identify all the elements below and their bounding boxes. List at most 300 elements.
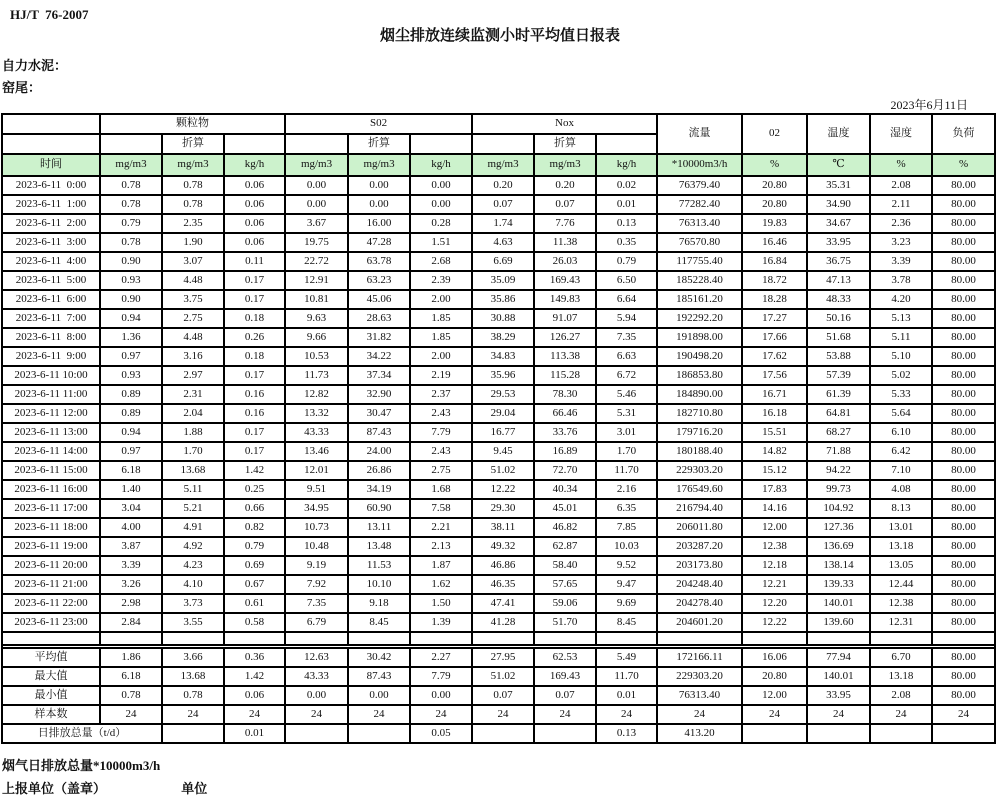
table-cell: 9.19 (285, 556, 348, 575)
table-cell: 206011.80 (657, 518, 742, 537)
table-cell: 5.21 (162, 499, 224, 518)
table-cell: 413.20 (657, 724, 742, 743)
table-cell: 34.90 (807, 195, 870, 214)
table-cell: 0.00 (410, 195, 472, 214)
table-cell: 24 (870, 705, 932, 724)
table-cell: 186853.80 (657, 366, 742, 385)
empty-row (2, 632, 995, 645)
table-cell: 91.07 (534, 309, 596, 328)
table-cell: 35.86 (472, 290, 534, 309)
table-cell: 12.91 (285, 271, 348, 290)
table-cell: 72.70 (534, 461, 596, 480)
table-cell (870, 724, 932, 743)
table-cell: 12.38 (870, 594, 932, 613)
table-cell: 30.88 (472, 309, 534, 328)
table-cell: 12.20 (742, 594, 807, 613)
blank-cell (224, 134, 285, 154)
table-cell: 2023-6-11 12:00 (2, 404, 100, 423)
table-cell: 169.43 (534, 271, 596, 290)
table-cell: 2023-6-11 10:00 (2, 366, 100, 385)
table-cell: 12.22 (742, 613, 807, 632)
unit-cell: *10000m3/h (657, 154, 742, 176)
table-cell: 0.89 (100, 404, 162, 423)
blank-cell (596, 134, 657, 154)
table-cell (348, 632, 410, 645)
table-cell: 0.25 (224, 480, 285, 499)
table-cell: 138.14 (807, 556, 870, 575)
table-cell: 51.70 (534, 613, 596, 632)
table-cell: 2023-6-11 4:00 (2, 252, 100, 271)
table-cell: 0.17 (224, 271, 285, 290)
table-cell: 1.36 (100, 328, 162, 347)
location-name: 窑尾： (2, 80, 42, 95)
table-cell: 2.08 (870, 176, 932, 195)
table-cell: 2.75 (162, 309, 224, 328)
table-cell: 2.35 (162, 214, 224, 233)
table-cell: 0.02 (596, 176, 657, 195)
summary-row (2, 705, 995, 724)
table-cell: 9.47 (596, 575, 657, 594)
table-cell: 80.00 (932, 461, 995, 480)
report-date: 2023年6月11日 (890, 98, 968, 112)
table-cell: 2023-6-11 15:00 (2, 461, 100, 480)
table-cell: 0.78 (100, 176, 162, 195)
table-cell: 0.07 (534, 195, 596, 214)
table-cell: 0.20 (472, 176, 534, 195)
table-cell: 18.72 (742, 271, 807, 290)
table-row (2, 328, 995, 347)
table-cell: 2023-6-11 18:00 (2, 518, 100, 537)
table-cell: 2.21 (410, 518, 472, 537)
table-cell: 3.55 (162, 613, 224, 632)
table-cell: 4.63 (472, 233, 534, 252)
table-cell: 190498.20 (657, 347, 742, 366)
table-cell: 104.92 (807, 499, 870, 518)
col-header-time: 时间 (2, 154, 100, 176)
table-cell: 2023-6-11 11:00 (2, 385, 100, 404)
table-cell: 10.81 (285, 290, 348, 309)
table-cell: 0.01 (596, 686, 657, 705)
table-cell: 3.39 (870, 252, 932, 271)
table-cell: 80.00 (932, 686, 995, 705)
col-subheader-converted: 折算 (534, 134, 596, 154)
standard-code: HJ/T 76-2007 (10, 7, 89, 22)
table-cell: 16.18 (742, 404, 807, 423)
table-cell: 20.80 (742, 176, 807, 195)
table-cell: 3.26 (100, 575, 162, 594)
table-cell: 2023-6-11 3:00 (2, 233, 100, 252)
table-cell: 3.23 (870, 233, 932, 252)
table-cell: 2.27 (410, 648, 472, 667)
table-cell (534, 724, 596, 743)
table-cell: 17.66 (742, 328, 807, 347)
table-cell: 1.70 (162, 442, 224, 461)
table-cell: 2.00 (410, 347, 472, 366)
table-cell: 80.00 (932, 176, 995, 195)
table-cell: 24 (162, 705, 224, 724)
table-cell: 2.13 (410, 537, 472, 556)
table-cell: 13.68 (162, 667, 224, 686)
table-cell: 17.56 (742, 366, 807, 385)
table-cell: 2.19 (410, 366, 472, 385)
table-cell: 172166.11 (657, 648, 742, 667)
table-cell: 80.00 (932, 309, 995, 328)
blank-cell (472, 134, 534, 154)
table-cell: 0.78 (100, 686, 162, 705)
table-cell: 31.82 (348, 328, 410, 347)
unit-cell: mg/m3 (534, 154, 596, 176)
table-cell: 0.97 (100, 442, 162, 461)
table-cell: 192292.20 (657, 309, 742, 328)
unit-cell: ℃ (807, 154, 870, 176)
flow-total-note: 烟气日排放总量*10000m3/h (2, 758, 161, 773)
col-header-temp: 温度 (807, 114, 870, 154)
table-cell: 76313.40 (657, 214, 742, 233)
table-cell: 24 (472, 705, 534, 724)
table-cell: 80.00 (932, 442, 995, 461)
table-cell: 80.00 (932, 575, 995, 594)
table-cell: 62.53 (534, 648, 596, 667)
table-cell: 2.39 (410, 271, 472, 290)
table-cell: 99.73 (807, 480, 870, 499)
table-cell: 2023-6-11 2:00 (2, 214, 100, 233)
table-row (2, 385, 995, 404)
table-cell: 0.66 (224, 499, 285, 518)
table-cell: 最大值 (2, 667, 100, 686)
table-cell: 1.51 (410, 233, 472, 252)
table-cell: 10.10 (348, 575, 410, 594)
table-cell: 26.03 (534, 252, 596, 271)
table-cell: 0.00 (410, 176, 472, 195)
table-cell: 0.07 (472, 195, 534, 214)
table-cell: 204248.40 (657, 575, 742, 594)
table-cell: 29.30 (472, 499, 534, 518)
table-cell: 1.85 (410, 328, 472, 347)
table-cell: 59.06 (534, 594, 596, 613)
blank-cell (285, 134, 348, 154)
table-cell: 2.75 (410, 461, 472, 480)
table-cell: 4.91 (162, 518, 224, 537)
table-cell: 22.72 (285, 252, 348, 271)
table-cell: 11.73 (285, 366, 348, 385)
table-cell: 0.94 (100, 309, 162, 328)
table-cell: 71.88 (807, 442, 870, 461)
table-cell: 140.01 (807, 594, 870, 613)
table-cell: 51.68 (807, 328, 870, 347)
table-cell (2, 632, 100, 645)
table-cell: 1.40 (100, 480, 162, 499)
table-cell: 80.00 (932, 480, 995, 499)
table-cell: 43.33 (285, 423, 348, 442)
table-cell: 20.80 (742, 195, 807, 214)
table-cell: 45.01 (534, 499, 596, 518)
table-cell: 0.78 (162, 176, 224, 195)
monitoring-table (1, 113, 996, 744)
table-cell: 24 (807, 705, 870, 724)
table-cell: 3.73 (162, 594, 224, 613)
table-cell (534, 632, 596, 645)
col-header-flow: 流量 (657, 114, 742, 154)
table-cell: 34.22 (348, 347, 410, 366)
table-cell: 0.01 (224, 724, 285, 743)
table-cell: 24 (534, 705, 596, 724)
table-row (2, 518, 995, 537)
table-cell: 4.48 (162, 271, 224, 290)
table-cell: 10.03 (596, 537, 657, 556)
table-cell: 1.62 (410, 575, 472, 594)
table-cell (742, 632, 807, 645)
table-cell: 1.90 (162, 233, 224, 252)
table-cell: 3.07 (162, 252, 224, 271)
table-cell: 60.90 (348, 499, 410, 518)
table-cell: 229303.20 (657, 461, 742, 480)
table-cell: 46.35 (472, 575, 534, 594)
table-cell: 77282.40 (657, 195, 742, 214)
table-cell: 13.18 (870, 537, 932, 556)
table-cell: 2.16 (596, 480, 657, 499)
table-cell: 34.67 (807, 214, 870, 233)
table-cell: 34.95 (285, 499, 348, 518)
table-cell: 16.77 (472, 423, 534, 442)
table-cell: 5.64 (870, 404, 932, 423)
table-cell: 0.90 (100, 252, 162, 271)
table-cell: 53.88 (807, 347, 870, 366)
table-cell: 149.83 (534, 290, 596, 309)
table-cell: 0.05 (410, 724, 472, 743)
table-cell: 29.04 (472, 404, 534, 423)
table-cell: 9.52 (596, 556, 657, 575)
table-cell: 0.17 (224, 442, 285, 461)
table-cell: 36.75 (807, 252, 870, 271)
table-row (2, 309, 995, 328)
table-cell (807, 724, 870, 743)
table-cell: 0.00 (285, 195, 348, 214)
table-cell: 3.16 (162, 347, 224, 366)
table-cell: 1.85 (410, 309, 472, 328)
table-cell: 2023-6-11 6:00 (2, 290, 100, 309)
table-row (2, 195, 995, 214)
table-cell: 46.82 (534, 518, 596, 537)
table-cell: 17.83 (742, 480, 807, 499)
table-cell: 0.06 (224, 195, 285, 214)
table-cell: 47.41 (472, 594, 534, 613)
table-cell: 28.63 (348, 309, 410, 328)
table-row (2, 252, 995, 271)
table-cell: 6.42 (870, 442, 932, 461)
table-cell: 日排放总量（t/d） (2, 724, 162, 743)
table-cell: 41.28 (472, 613, 534, 632)
table-cell: 63.78 (348, 252, 410, 271)
table-cell: 57.65 (534, 575, 596, 594)
table-cell: 26.86 (348, 461, 410, 480)
table-cell: 13.01 (870, 518, 932, 537)
table-cell: 0.16 (224, 404, 285, 423)
blank-cell (100, 134, 162, 154)
table-cell: 2.68 (410, 252, 472, 271)
table-cell: 80.00 (932, 366, 995, 385)
table-cell: 2.31 (162, 385, 224, 404)
table-cell: 6.79 (285, 613, 348, 632)
table-cell: 0.17 (224, 290, 285, 309)
table-cell: 179716.20 (657, 423, 742, 442)
table-cell (932, 632, 995, 645)
table-cell: 0.00 (410, 686, 472, 705)
table-cell: 24 (285, 705, 348, 724)
table-cell: 14.82 (742, 442, 807, 461)
table-cell: 2023-6-11 8:00 (2, 328, 100, 347)
table-cell: 80.00 (932, 556, 995, 575)
table-cell: 5.31 (596, 404, 657, 423)
table-cell: 229303.20 (657, 667, 742, 686)
table-cell: 180188.40 (657, 442, 742, 461)
summary-row (2, 648, 995, 667)
table-cell: 47.28 (348, 233, 410, 252)
table-cell: 204601.20 (657, 613, 742, 632)
table-cell: 57.39 (807, 366, 870, 385)
table-cell: 0.18 (224, 309, 285, 328)
table-cell: 4.00 (100, 518, 162, 537)
table-cell: 58.40 (534, 556, 596, 575)
table-cell: 50.16 (807, 309, 870, 328)
table-cell (472, 724, 534, 743)
table-cell: 7.85 (596, 518, 657, 537)
table-cell: 127.36 (807, 518, 870, 537)
table-cell: 185228.40 (657, 271, 742, 290)
table-cell: 13.68 (162, 461, 224, 480)
table-cell: 1.68 (410, 480, 472, 499)
table-cell: 0.35 (596, 233, 657, 252)
table-cell: 12.22 (472, 480, 534, 499)
table-cell: 0.82 (224, 518, 285, 537)
table-cell: 76313.40 (657, 686, 742, 705)
table-cell: 2.84 (100, 613, 162, 632)
table-cell: 203173.80 (657, 556, 742, 575)
table-cell: 0.01 (596, 195, 657, 214)
table-cell: 2023-6-11 0:00 (2, 176, 100, 195)
table-cell: 62.87 (534, 537, 596, 556)
table-cell: 4.20 (870, 290, 932, 309)
table-cell: 80.00 (932, 667, 995, 686)
table-cell: 34.83 (472, 347, 534, 366)
table-cell: 0.00 (285, 176, 348, 195)
table-cell (870, 632, 932, 645)
table-cell: 0.97 (100, 347, 162, 366)
table-cell: 1.42 (224, 461, 285, 480)
table-cell: 33.76 (534, 423, 596, 442)
table-cell: 3.75 (162, 290, 224, 309)
table-cell: 94.22 (807, 461, 870, 480)
table-cell: 45.06 (348, 290, 410, 309)
table-cell: 2023-6-11 14:00 (2, 442, 100, 461)
corner-cell (2, 114, 100, 134)
table-cell: 13.46 (285, 442, 348, 461)
table-body (2, 176, 995, 743)
table-row (2, 613, 995, 632)
table-cell: 6.63 (596, 347, 657, 366)
table-cell: 140.01 (807, 667, 870, 686)
table-row (2, 461, 995, 480)
table-cell: 0.00 (285, 686, 348, 705)
table-cell: 19.83 (742, 214, 807, 233)
table-cell: 184890.00 (657, 385, 742, 404)
table-cell: 185161.20 (657, 290, 742, 309)
table-cell (285, 724, 348, 743)
table-cell: 6.72 (596, 366, 657, 385)
table-cell: 3.01 (596, 423, 657, 442)
table-cell: 80.00 (932, 252, 995, 271)
daily-total-row (2, 724, 995, 743)
table-cell: 2023-6-11 7:00 (2, 309, 100, 328)
table-cell: 46.86 (472, 556, 534, 575)
table-cell: 18.28 (742, 290, 807, 309)
table-cell: 0.90 (100, 290, 162, 309)
table-cell: 2023-6-11 16:00 (2, 480, 100, 499)
table-cell: 2.00 (410, 290, 472, 309)
table-cell: 5.49 (596, 648, 657, 667)
table-cell: 16.84 (742, 252, 807, 271)
table-cell: 0.93 (100, 366, 162, 385)
table-cell: 7.35 (596, 328, 657, 347)
table-cell: 12.18 (742, 556, 807, 575)
table-cell: 13.32 (285, 404, 348, 423)
table-cell: 68.27 (807, 423, 870, 442)
table-cell: 2023-6-11 5:00 (2, 271, 100, 290)
table-row (2, 347, 995, 366)
table-cell: 20.80 (742, 667, 807, 686)
table-cell: 12.44 (870, 575, 932, 594)
table-cell: 16.46 (742, 233, 807, 252)
table-cell: 24 (224, 705, 285, 724)
table-cell: 0.79 (224, 537, 285, 556)
table-cell: 2.36 (870, 214, 932, 233)
table-cell: 19.75 (285, 233, 348, 252)
table-cell: 1.86 (100, 648, 162, 667)
table-cell: 76570.80 (657, 233, 742, 252)
table-cell: 8.45 (348, 613, 410, 632)
table-cell: 24 (348, 705, 410, 724)
table-cell: 40.34 (534, 480, 596, 499)
table-cell: 0.69 (224, 556, 285, 575)
col-header-humidity: 湿度 (870, 114, 932, 154)
table-row (2, 499, 995, 518)
table-cell: 2023-6-11 17:00 (2, 499, 100, 518)
unit-cell: % (870, 154, 932, 176)
table-cell: 5.33 (870, 385, 932, 404)
table-cell: 0.06 (224, 233, 285, 252)
table-row (2, 575, 995, 594)
table-cell: 216794.40 (657, 499, 742, 518)
table-cell: 35.09 (472, 271, 534, 290)
table-cell: 9.18 (348, 594, 410, 613)
table-cell: 80.00 (932, 385, 995, 404)
report-unit-label: 上报单位（盖章） (2, 781, 107, 796)
table-cell: 2023-6-11 1:00 (2, 195, 100, 214)
table-row (2, 480, 995, 499)
table-cell: 169.43 (534, 667, 596, 686)
table-cell: 7.58 (410, 499, 472, 518)
table-cell: 34.19 (348, 480, 410, 499)
table-cell: 2023-6-11 9:00 (2, 347, 100, 366)
table-cell: 1.88 (162, 423, 224, 442)
table-cell: 0.00 (348, 176, 410, 195)
table-cell: 2023-6-11 19:00 (2, 537, 100, 556)
table-cell (807, 632, 870, 645)
table-cell: 6.35 (596, 499, 657, 518)
table-cell (100, 632, 162, 645)
table-row (2, 290, 995, 309)
table-cell: 0.13 (596, 214, 657, 233)
unit-cell: mg/m3 (162, 154, 224, 176)
